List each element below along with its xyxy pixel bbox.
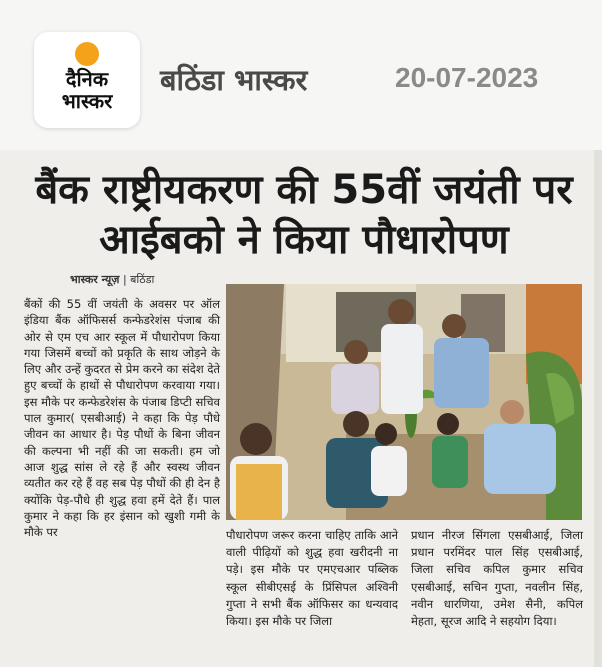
next-headline-fragment — [24, 652, 584, 667]
plantation-photo — [226, 284, 582, 520]
logo-sun-icon — [75, 42, 99, 66]
article-headline: बैंक राष्ट्रीयकरण की 55वीं जयंती पर आईबको ने किया पौधारोपण — [35, 167, 573, 263]
article-column-1: बैंकों की 55 वीं जयंती के अवसर पर ऑल इंडिया बैंक ऑफिसर्स कन्फेडरेशंस पंजाब की ओर से एम एच आर स्कूल में पौधारोपण किया गया जिसमें बच्चों को प्रकृति के साथ जोड़ने के लिए और उन्हें कुदरत से प्रेम करने का संदेश देते हुए बच्चों के हाथों से पौधारोपण करवाया गया। इस मौके पर कन्फेडरेशंस के पंजाब डिप्टी सचिव पाल कुमार( एसबीआई) ने कहा कि पेड़ पौधे जीवन का आधार है। पेड़ पौधों के बिना जीवन की कल्पना भी नहीं की जा सकती। हम जो आज शुद्ध सांस ले रहे हैं और स्वस्थ जीवन व्यतीत कर रहे हैं वह सब पेड़ पौधों की ही देन है क्योंकि पेड़-पौधे ही शुद्ध हवा हमें देते हैं। पाल कुमार ने कहा कि हर इंसान को खुशी गमी के मौके पर — [24, 297, 220, 540]
edition-name: बठिंडा भास्कर — [160, 63, 308, 97]
next-headline-cutoff — [24, 652, 584, 667]
article-column-3: प्रधान नीरज सिंगला एसबीआई, जिला प्रधान परमिंदर पाल सिंह एसबीआई, जिला सचिव कपिल कुमार सचिव एसबीआई, सचिन गुप्ता, नवलीन सिंह, नवीन धारणिया, उमेश सैनी, कपिल मेहता, सूरज आदि ने सहयोग दिया। — [411, 528, 583, 629]
adjacent-column-edge — [594, 150, 602, 667]
byline-source: भास्कर न्यूज़ — [70, 273, 120, 286]
publication-date: 20-07-2023 — [395, 62, 539, 93]
byline — [70, 272, 154, 287]
masthead-bar — [0, 0, 602, 150]
logo-text-line1: दैनिक — [65, 67, 109, 91]
plantation-photo-illustration — [226, 284, 582, 520]
logo-text-line2: भास्कर — [61, 89, 113, 113]
byline-city: बठिंडा — [130, 273, 155, 286]
byline-separator: | — [122, 273, 131, 286]
article-column-2: पौधारोपण जरूर करना चाहिए ताकि आने वाली पीढ़ियों को शुद्ध हवा खरीदनी ना पड़े। इस मौके पर एमएचआर पब्लिक स्कूल सीबीएसई के प्रिंसिपल अश्विनी गुप्ता ने सभी बैंक ऑफिसर का धन्यवाद किया। इस मौके पर जिला — [226, 528, 398, 629]
dainik-bhaskar-logo — [34, 32, 140, 128]
